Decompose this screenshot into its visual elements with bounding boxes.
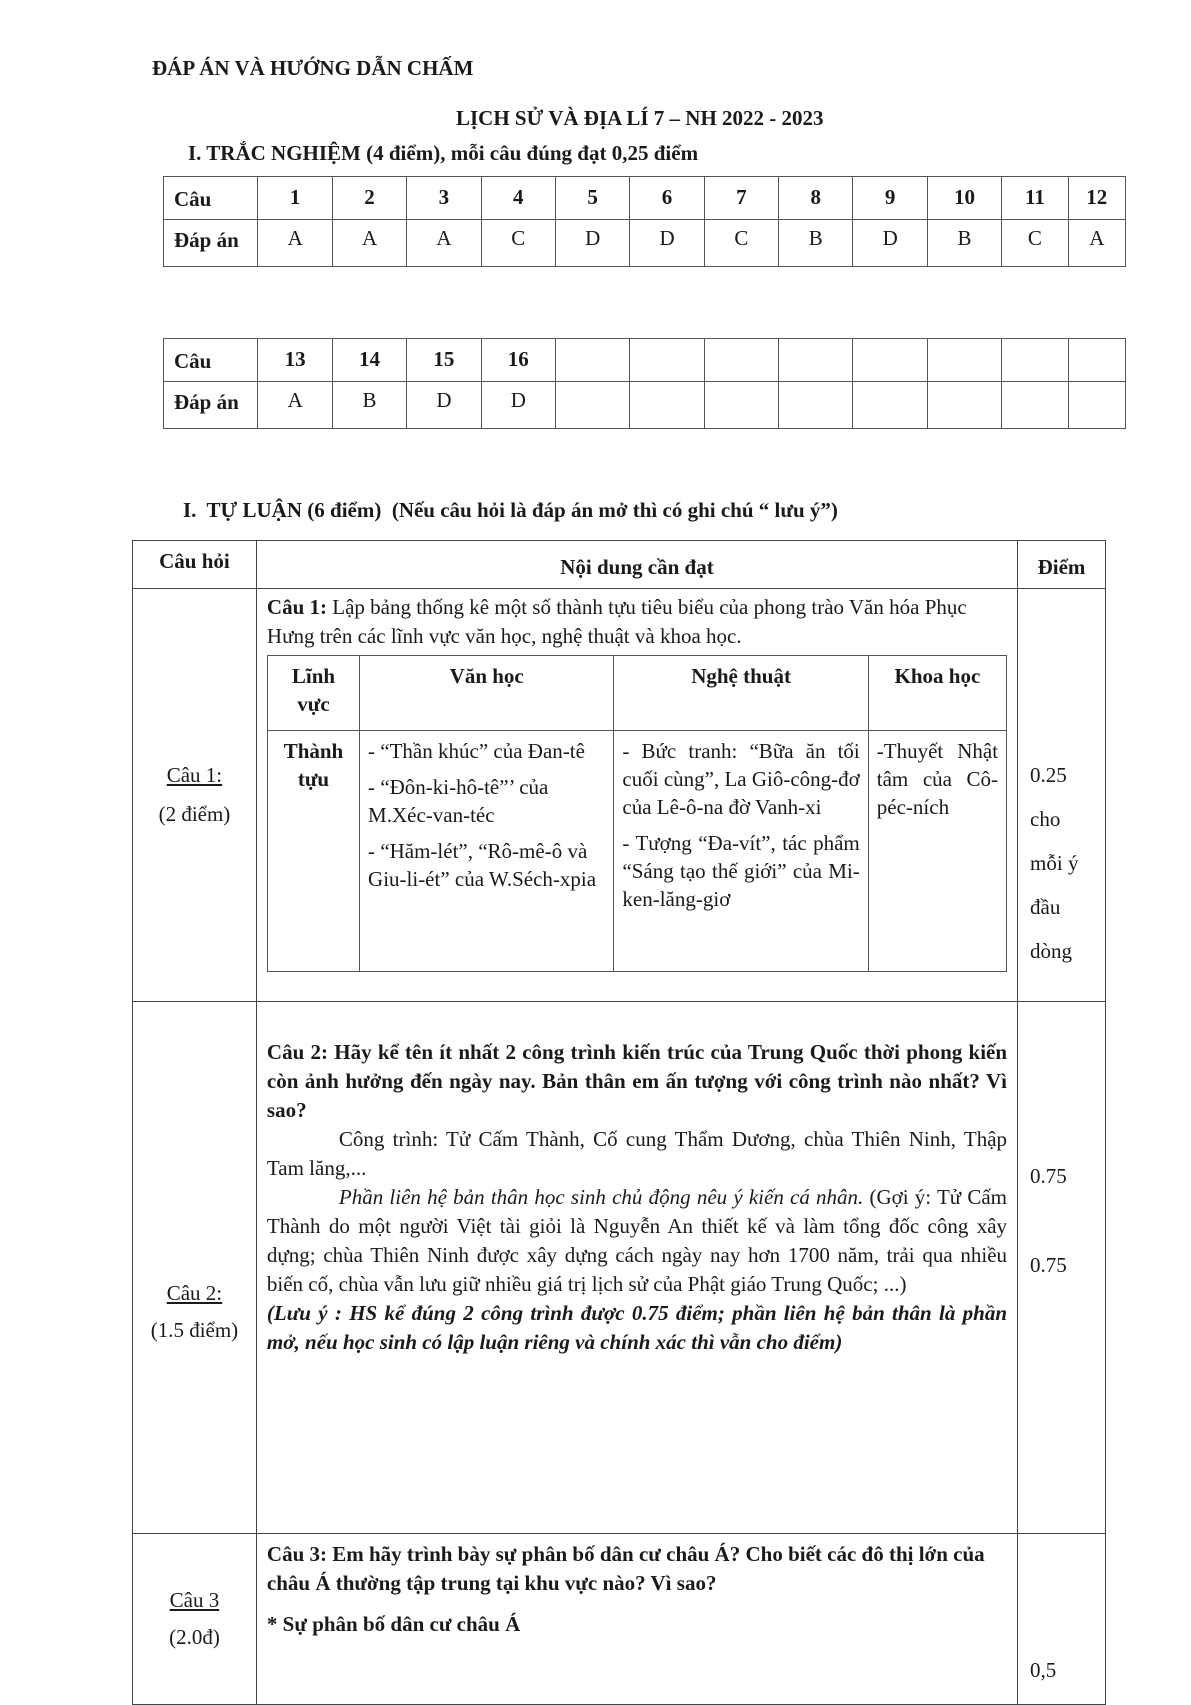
answer-cell: A [407,220,481,267]
q3-points: (2.0đ) [169,1625,220,1649]
answer-cell: A [1068,220,1125,267]
answer-cell: D [853,220,927,267]
question-number: 10 [927,177,1001,220]
answer-cell: D [630,220,704,267]
question-number: 4 [481,177,555,220]
answer-cell [555,382,629,429]
question-number [927,339,1001,382]
question-number: 13 [258,339,332,382]
header-score: Điểm [1018,541,1106,589]
q1-content [256,589,1017,1002]
answer-cell: B [332,382,406,429]
question-number [1068,339,1125,382]
art-item: - Tượng “Đa-vít”, tác phẩm “Sáng tạo thế giới” của Mi-ken-lăng-giơ [622,831,860,911]
answer-cell: C [481,220,555,267]
q1-achievement-table [267,655,1007,972]
q2-answer-hint: (Gợi ý: Tử Cấm Thành do một người Việt tài giỏi là Nguyễn An thiết kế và làm tổng đốc công xây dựng; chùa Thiên Ninh được xây dựng cách ngày nay hơn 1700 năm, trải qua nhiều biến cố, chùa vẫn lưu giữ nhiều giá trị lịch sử của Phật giáo Trung Quốc; ...) [266,1185,1008,1296]
q3-score: 0,5 [1030,1658,1057,1682]
question-number: 9 [853,177,927,220]
essay-row-q3 [133,1534,1106,1705]
mcq-answer-row [164,220,1126,267]
question-number: 11 [1002,177,1068,220]
q1-label-cell [133,589,257,1002]
sci-item: -Thuyết Nhật tâm của Cô-péc-ních [876,739,999,819]
question-number: 7 [704,177,778,220]
q3-content [256,1534,1017,1705]
answer-cell [704,382,778,429]
question-number: 2 [332,177,406,220]
answer-cell: B [779,220,853,267]
section1-heading: I. TRẮC NGHIỆM (4 điểm), mỗi câu đúng đạt 0,25 điểm [188,141,699,165]
q2-content [256,1002,1017,1534]
question-number: 16 [481,339,555,382]
answer-cell [853,382,927,429]
q1-prompt-label: Câu 1: [266,595,327,619]
mcq-question-row [164,339,1126,382]
answer-cell: A [258,382,332,429]
q2-score-1: 0.75 [1030,1164,1067,1188]
mcq-table-2 [163,338,1126,429]
question-number [630,339,704,382]
q1-prompt-text: Lập bảng thống kê một số thành tựu tiêu biểu của phong trào Văn hóa Phục Hưng trên các lĩnh vực văn học, nghệ thuật và khoa học. [266,595,967,648]
science-cell [868,731,1006,972]
doc-title: ĐÁP ÁN VÀ HƯỚNG DẪN CHẤM [152,56,474,80]
header-question: Câu hỏi [133,541,257,589]
question-number [555,339,629,382]
question-number: 12 [1068,177,1125,220]
answer-cell: A [332,220,406,267]
art-item: - Bức tranh: “Bữa ăn tối cuối cùng”, La Giô-công-đơ của Lê-ô-na đờ Vanh-xi [622,739,860,819]
q3-sub: * Sự phân bố dân cư châu Á [266,1612,521,1636]
row-label-question: Câu [164,339,258,382]
q2-label: Câu 2: [166,1281,223,1305]
answer-cell: D [555,220,629,267]
q1-score-text: 0.25 cho mỗi ý đầu dòng [1030,763,1079,963]
answer-cell: D [407,382,481,429]
lit-item: - “Hăm-lét”, “Rô-mê-ô và Giu-li-ét” của W.Séch-xpia [368,839,597,891]
literature-cell [360,731,614,972]
answer-cell [1002,382,1068,429]
answer-cell [630,382,704,429]
q1-label: Câu 1: [166,763,223,787]
subject-title: LỊCH SỬ VÀ ĐỊA LÍ 7 – NH 2022 - 2023 [456,106,824,130]
q3-prompt: Câu 3: Em hãy trình bày sự phân bố dân cư châu Á? Cho biết các đô thị lớn của châu Á thường tập trung tại khu vực nào? Vì sao? [266,1542,985,1595]
art-cell [614,731,868,972]
answer-cell: D [481,382,555,429]
q2-note: (Lưu ý : HS kể đúng 2 công trình được 0.75 điểm; phần liên hệ bản thân là phần mở, nếu học sinh có lập luận riêng và chính xác thì vẫn cho điểm) [266,1301,1008,1354]
mcq-answer-row [164,382,1126,429]
q3-label-cell [133,1534,257,1705]
question-number [853,339,927,382]
mcq-question-row [164,177,1126,220]
essay-header-row [133,541,1106,589]
essay-table [132,540,1106,1705]
essay-row-q2 [133,1002,1106,1534]
question-number [1002,339,1068,382]
q1-table-header [267,656,1006,731]
q2-answer-personal-italic: Phần liên hệ bản thân học sinh chủ động nêu ý kiến cá nhân. [338,1185,864,1209]
question-number [704,339,778,382]
q1-prompt [267,593,1007,651]
q2-points: (1.5 điểm) [150,1318,239,1342]
lit-item: - “Đôn-ki-hô-tê”’ của M.Xéc-van-téc [368,775,549,827]
row-achievement: Thành tựu [267,731,359,972]
col-science: Khoa học [868,656,1006,731]
q2-score [1018,1002,1106,1534]
mcq-table-1 [163,176,1126,267]
answer-cell [927,382,1001,429]
answer-cell [1068,382,1125,429]
q2-answer-personal [267,1183,1007,1299]
row-label-answer: Đáp án [164,220,258,267]
col-field: Lĩnh vực [267,656,359,731]
answer-cell [779,382,853,429]
answer-cell: C [1002,220,1068,267]
q2-label-cell [133,1002,257,1534]
question-number: 8 [779,177,853,220]
answer-cell: B [927,220,1001,267]
essay-row-q1 [133,589,1106,1002]
answer-cell: C [704,220,778,267]
question-number: 15 [407,339,481,382]
question-number: 3 [407,177,481,220]
q3-label: Câu 3 [169,1588,220,1612]
question-number: 1 [258,177,332,220]
q1-points: (2 điểm) [158,802,231,826]
q2-prompt: Câu 2: Hãy kể tên ít nhất 2 công trình kiến trúc của Trung Quốc thời phong kiến còn ảnh hưởng đến ngày nay. Bản thân em ấn tượng với công trình nào nhất? Vì sao? [266,1040,1008,1122]
q3-score-cell [1018,1534,1106,1705]
header-content: Nội dung cần đạt [256,541,1017,589]
q2-answer-works: Công trình: Tử Cấm Thành, Cố cung Thẩm Dương, chùa Thiên Ninh, Thập Tam lăng,... [266,1127,1008,1180]
question-number: 14 [332,339,406,382]
q2-score-2: 0.75 [1030,1253,1067,1277]
col-literature: Văn học [360,656,614,731]
answer-cell: A [258,220,332,267]
q1-table-row [267,731,1006,972]
col-art: Nghệ thuật [614,656,868,731]
section2-heading: I. TỰ LUẬN (6 điểm) (Nếu câu hỏi là đáp án mở thì có ghi chú “ lưu ý”) [183,498,838,522]
question-number: 5 [555,177,629,220]
row-label-question: Câu [164,177,258,220]
row-label-answer: Đáp án [164,382,258,429]
lit-item: - “Thần khúc” của Đan-tê [368,739,585,763]
q1-score [1018,589,1106,1002]
question-number [779,339,853,382]
question-number: 6 [630,177,704,220]
